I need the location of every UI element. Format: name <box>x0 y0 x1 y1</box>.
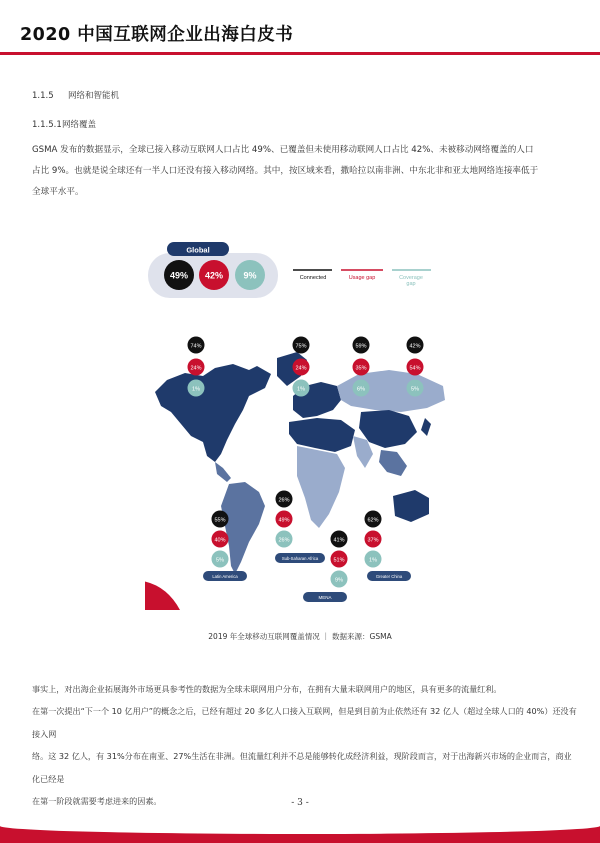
legend-coverage-label-2: gap <box>406 281 416 287</box>
region-coverage-value: 1% <box>369 557 377 564</box>
region-usage-value: 54% <box>409 365 421 372</box>
region-stack <box>407 337 424 397</box>
intro-paragraph <box>32 140 572 203</box>
decorative-red-arc <box>145 580 180 610</box>
region-usage-value: 40% <box>214 537 226 544</box>
body-line: 络。这 32 亿人，有 31%分布在南亚、27%生活在非洲。但流量红利并不总是能够转化成经济利益，现阶段而言，对于出海新兴市场的企业而言，商业化已经是 <box>32 751 572 784</box>
north-america-shape <box>155 364 271 462</box>
body-line: 在第一阶段就需要考虑进来的因素。 <box>32 796 162 806</box>
central-america-shape <box>215 462 231 482</box>
region-usage-value: 24% <box>190 365 202 372</box>
southeast-asia-shape <box>379 450 407 476</box>
region-connected-value: 55% <box>214 517 226 524</box>
section-heading-1 <box>32 89 119 101</box>
section-title-1: 网络和智能机 <box>68 91 120 101</box>
region-usage-value: 35% <box>355 365 367 372</box>
region-stack <box>353 337 370 397</box>
africa-shape <box>297 446 345 528</box>
region-coverage-value: 5% <box>411 386 419 393</box>
intro-line: 占比 9%。也就是说全球还有一半人口还没有接入移动网络。其中，按区域来看，撒哈拉以南非洲、中东北非和亚太地网络连接率低于 <box>32 166 539 176</box>
region-label: MENA <box>318 595 332 600</box>
region-connected-value: 74% <box>190 343 202 350</box>
region-connected-value: 75% <box>295 343 307 350</box>
section-number-1: 1.1.5 <box>32 91 54 101</box>
region-stack-greater-china <box>365 511 412 582</box>
region-usage-value: 49% <box>278 517 290 524</box>
region-connected-value: 26% <box>278 497 290 504</box>
global-label: Global <box>186 245 210 255</box>
global-coverage-value: 9% <box>243 270 257 281</box>
intro-line: GSMA 发布的数据显示，全球已接入移动互联网人口占比 49%、已覆盖但未使用移动联网人口占比 42%、未被移动网络覆盖的人口 <box>32 145 534 155</box>
header-rule <box>0 52 600 55</box>
region-coverage-value: 9% <box>335 577 343 584</box>
region-connected-value: 42% <box>409 343 421 350</box>
region-label: Latin America <box>212 574 238 579</box>
global-usage-value: 42% <box>204 270 224 281</box>
body-line: 在第一次提出“下一个 10 亿用户”的概念之后，已经有超过 20 多亿人口接入互联网，但是到目前为止依然还有 32 亿人（超过全球人口的 40%）还没有接入网 <box>32 706 577 739</box>
section-number-2: 1.1.5.1 <box>32 120 62 130</box>
section-heading-2 <box>32 118 96 130</box>
region-stack <box>293 337 310 397</box>
region-usage-value: 37% <box>367 537 379 544</box>
section-title-2: 网络覆盖 <box>62 120 97 130</box>
body-paragraph-2 <box>32 700 577 813</box>
figure-caption: 2019 年全球移动互联网覆盖情况 ｜ 数据来源：GSMA <box>208 632 392 641</box>
legend-usage-label: Usage gap <box>348 275 376 281</box>
region-label: Greater China <box>375 574 403 579</box>
region-coverage-value: 5% <box>216 557 224 564</box>
region-coverage-value: 26% <box>278 537 290 544</box>
region-usage-value: 24% <box>295 365 307 372</box>
coverage-infographic <box>145 240 455 610</box>
intro-line: 全球平水平。 <box>32 187 84 197</box>
japan-shape <box>421 418 431 436</box>
legend-coverage-label-1: Coverage <box>399 275 423 281</box>
body-paragraph-1 <box>32 678 577 701</box>
page-title: 2020 中国互联网企业出海白皮书 <box>20 25 294 45</box>
region-stack-mena <box>303 531 348 603</box>
australia-shape <box>393 490 429 522</box>
page-number: - 3 - <box>291 798 309 808</box>
region-label: Sub-Saharan Africa <box>281 556 319 561</box>
region-connected-value: 59% <box>355 343 367 350</box>
region-coverage-value: 1% <box>192 386 200 393</box>
region-connected-value: 62% <box>367 517 379 524</box>
region-coverage-value: 6% <box>357 386 365 393</box>
coverage-figure <box>145 240 455 610</box>
region-connected-value: 41% <box>333 537 345 544</box>
region-usage-value: 51% <box>333 557 345 564</box>
region-stack <box>188 337 205 397</box>
body-line: 事实上，对出海企业拓展海外市场更具参考性的数据为全球未联网用户分布，在拥有大量未联网用户的地区，具有更多的流量红利。 <box>32 684 502 694</box>
global-connected-value: 49% <box>169 270 189 281</box>
region-coverage-value: 1% <box>297 386 305 393</box>
footer-bar <box>0 826 600 843</box>
legend-connected-label: Connected <box>299 275 327 281</box>
